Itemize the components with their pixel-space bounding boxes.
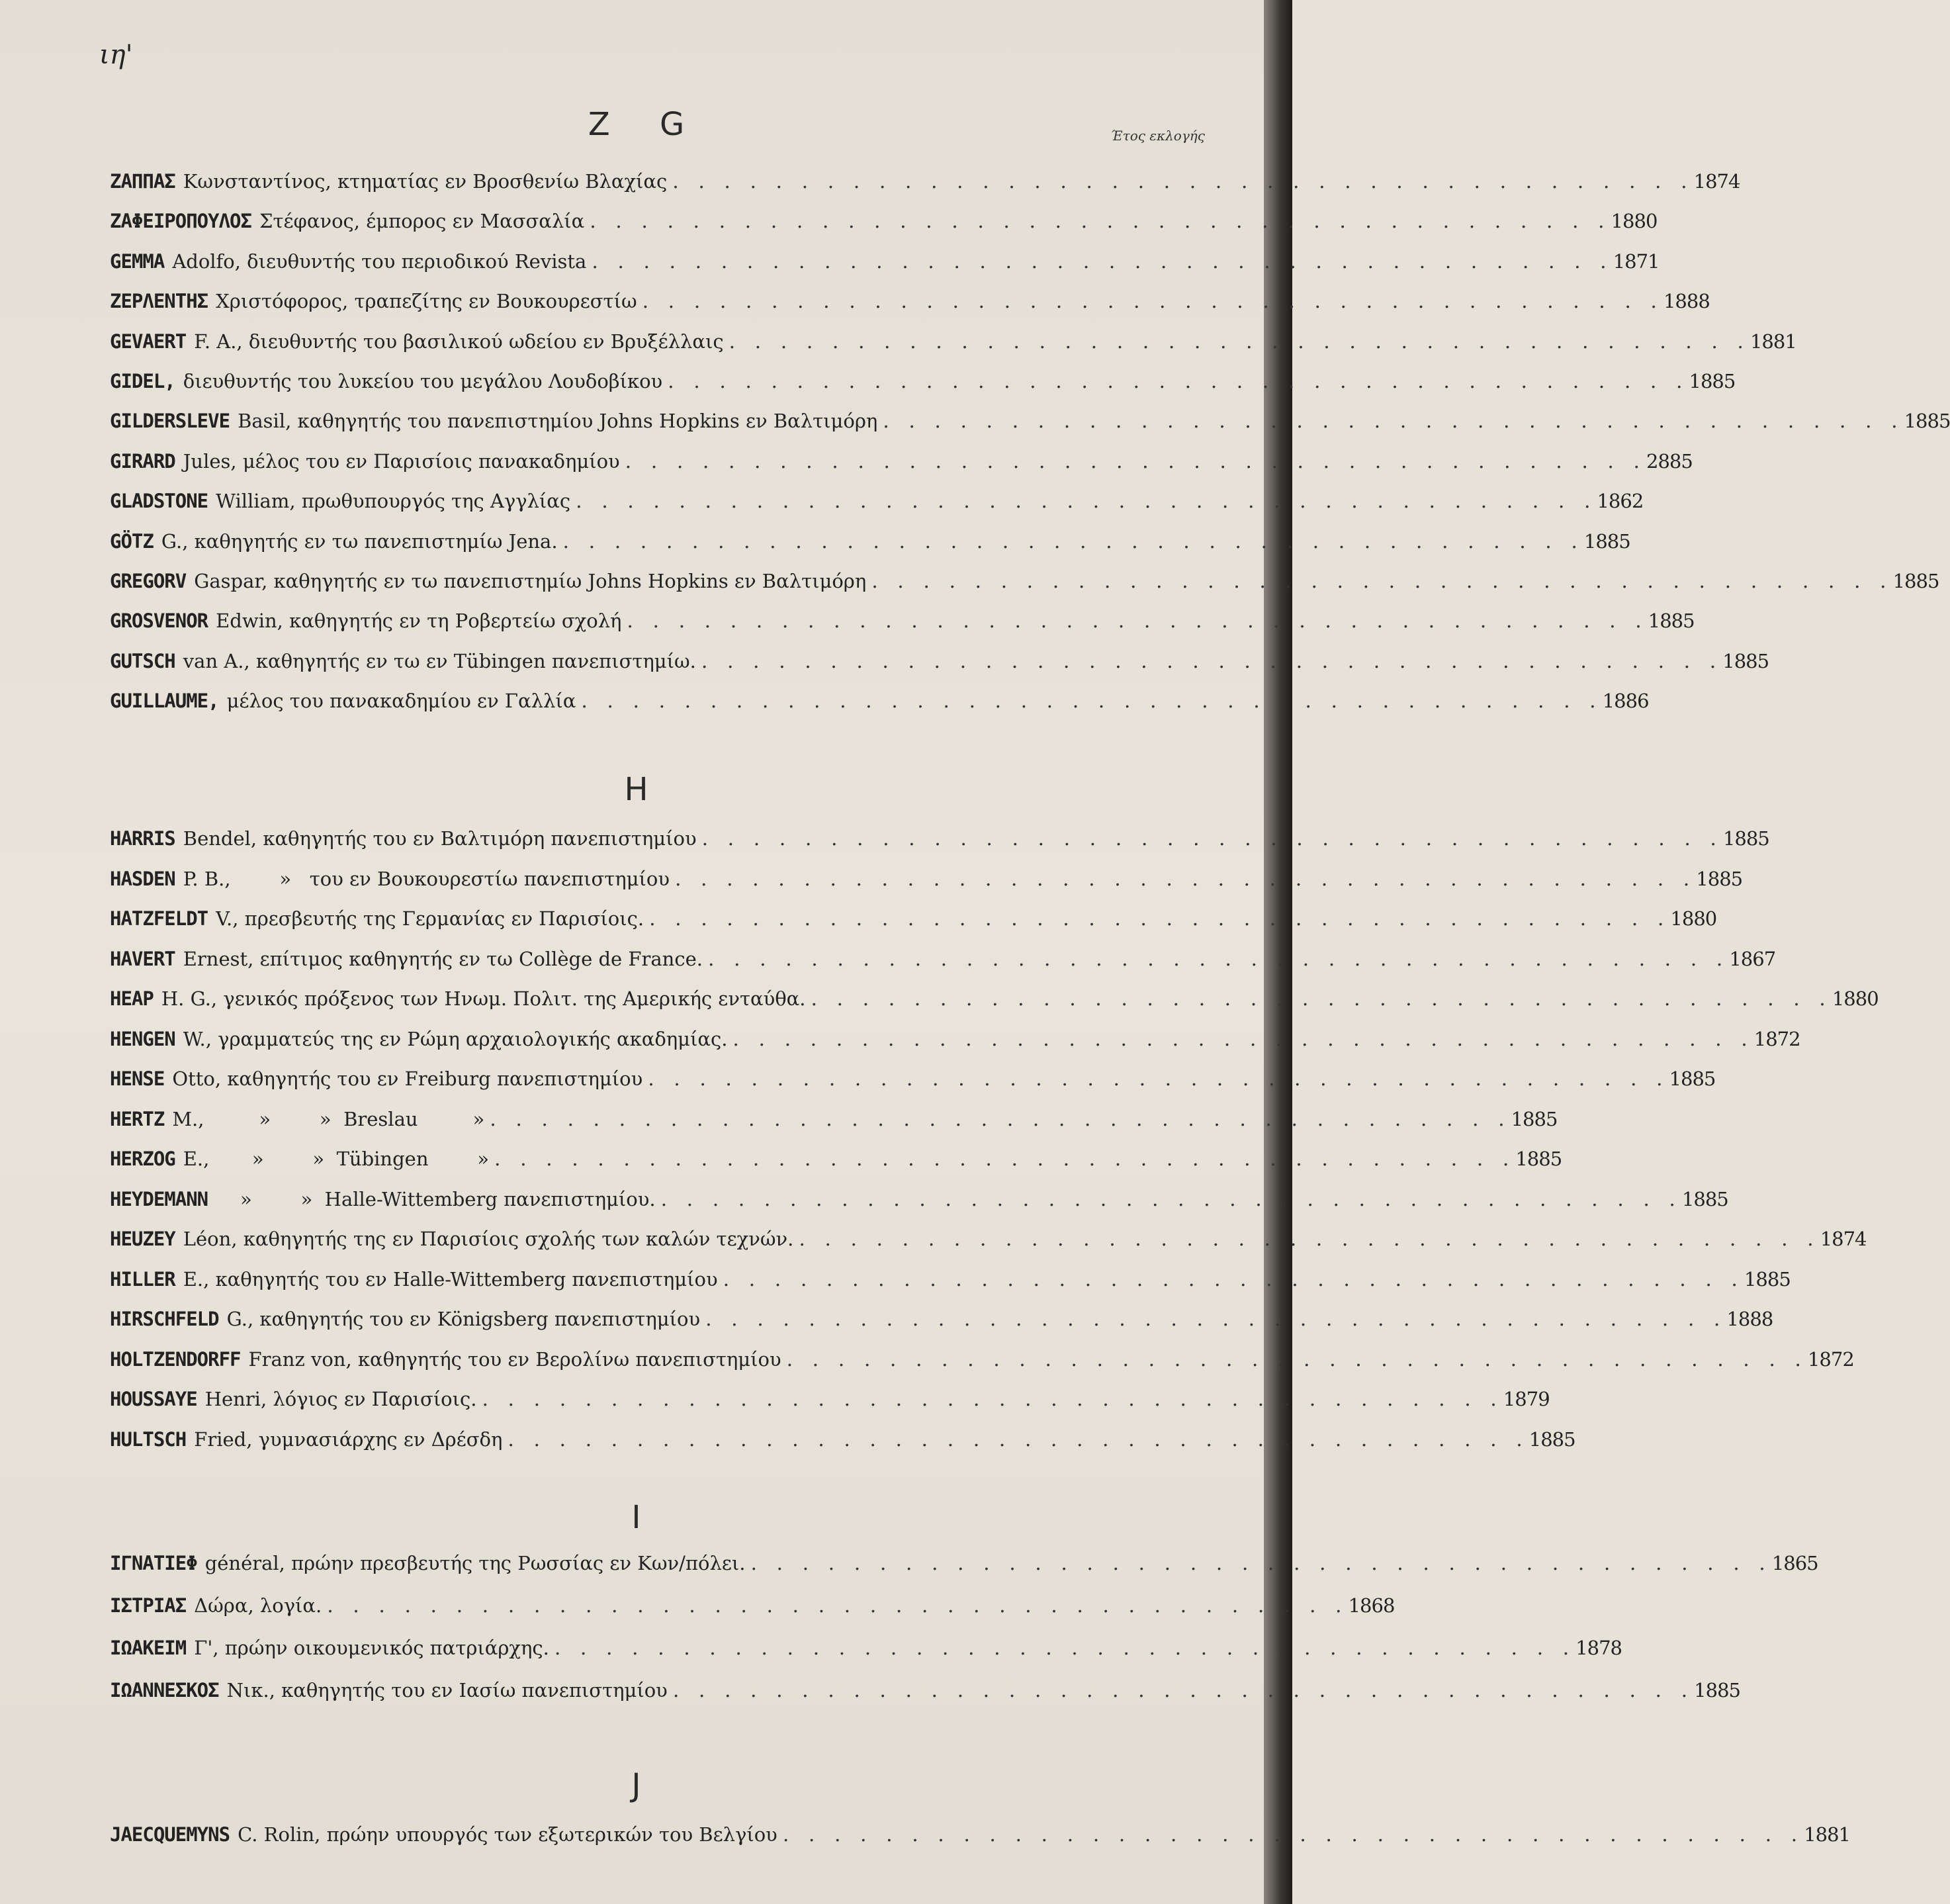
entry-description: Στέφανος, έμπορος εν Μασσαλία (259, 210, 585, 233)
entry-description: général, πρώην πρεσβευτής της Ρωσσίας εν Κων/πόλει. (204, 1552, 746, 1574)
list-item (110, 1428, 1575, 1465)
entry-description: van A., καθηγητής εν τω εν Tübingen πανεπιστημίω. (183, 649, 696, 672)
dot-leader: . . . . . . . . . . . . . . . . . . . . . . . . . . . . . . . . . . . . . . . . (782, 1823, 1804, 1846)
entry-surname: HEUZEY (110, 1228, 175, 1250)
entry-surname: ΙΩΑΝΝΕΣΚΟΣ (110, 1679, 219, 1701)
entry-description: Gaspar, καθηγητής εν τω πανεπιστημίω Johns Hopkins εν Βαλτιμόρη (194, 570, 867, 592)
entry-surname: HIRSCHFELD (110, 1308, 219, 1330)
entry-year: 1881 (1750, 330, 1796, 353)
entry-description: E., καθηγητής του εν Halle-Wittemberg πανεπιστημίου (183, 1267, 718, 1291)
list-item (110, 1107, 1558, 1145)
dot-leader: . . . . . . . . . . . . . . . . . . . . . . . . . . . . . . . . . . . . . . . . (327, 1594, 1349, 1617)
entry-year: 1874 (1693, 170, 1740, 193)
entry-year: 1885 (1904, 410, 1950, 433)
entry-year: 1885 (1583, 529, 1630, 553)
section-letter-i: I (631, 1499, 661, 1536)
list-item (110, 249, 1660, 287)
entry-description: C. Rolin, πρώην υπουργός των εξωτερικών του Βελγίου (238, 1823, 777, 1846)
dot-leader: . . . . . . . . . . . . . . . . . . . . . . . . . . . . . . . . . . . . . . . . (672, 170, 1694, 193)
entry-surname: HENSE (110, 1067, 165, 1090)
dot-leader: . . . . . . . . . . . . . . . . . . . . . . . . . . . . . . . . . . . . . . . . (576, 490, 1597, 514)
entry-year: 1886 (1602, 690, 1649, 713)
dot-leader: . . . . . . . . . . . . . . . . . . . . . . . . . . . . . . . . . . . . . . . . (799, 1228, 1820, 1251)
dot-leader: . . . . . . . . . . . . . . . . . . . . . . . . . . . . . . . . . . . . . . . . (592, 249, 1613, 273)
list-item (110, 1823, 1850, 1860)
entry-surname: HERTZ (110, 1107, 165, 1130)
list-item (110, 1027, 1800, 1065)
entry-year: 1885 (1694, 1679, 1740, 1701)
entry-surname: HASDEN (110, 867, 175, 890)
entry-surname: GIDEL, (110, 370, 175, 392)
entry-surname: GEMMA (110, 249, 165, 273)
entry-year: 1888 (1663, 290, 1710, 313)
entry-year: 1885 (1744, 1267, 1791, 1291)
list-item (110, 1228, 1867, 1265)
entry-year: 1865 (1771, 1552, 1818, 1574)
dot-leader: . . . . . . . . . . . . . . . . . . . . . . . . . . . . . . . . . . . . . . . . (786, 1347, 1808, 1371)
list-item (110, 947, 1776, 985)
entry-year: 1885 (1689, 370, 1736, 392)
list-item (110, 987, 1879, 1024)
list-item (110, 1308, 1773, 1345)
entry-description: Basil, καθηγητής του πανεπιστημίου Johns Hopkins εν Βαλτιμόρη (238, 410, 878, 433)
entry-description: Jules, μέλος του εν Παρισίοις πανακαδημίου (183, 449, 620, 473)
dot-leader: . . . . . . . . . . . . . . . . . . . . . . . . . . . . . . . . . . . . . . . . (627, 610, 1648, 633)
list-item (110, 610, 1695, 647)
dot-leader: . . . . . . . . . . . . . . . . . . . . . . . . . . . . . . . . . . . . . . . . (750, 1552, 1772, 1575)
entry-surname: JAECQUEMYNS (110, 1823, 230, 1846)
entry-surname: ΙΣΤΡΙΑΣ (110, 1594, 187, 1617)
entry-year: 1885 (1696, 867, 1743, 890)
entry-description: διευθυντής του λυκείου του μεγάλου Λουδοβίκου (183, 370, 663, 392)
dot-leader: . . . . . . . . . . . . . . . . . . . . . . . . . . . . . . . . . . . . . . . . (705, 1308, 1727, 1331)
section-letter-zg: Z G (588, 106, 705, 143)
dot-leader: . . . . . . . . . . . . . . . . . . . . . . . . . . . . . . . . . . . . . . . . (482, 1388, 1503, 1411)
entry-surname: HEYDEMANN (110, 1187, 208, 1210)
list-item (110, 370, 1736, 407)
dot-leader: . . . . . . . . . . . . . . . . . . . . . . . . . . . . . . . . . . . . . . . . (490, 1107, 1511, 1131)
entry-description: W., γραμματεύς της εν Ρώμη αρχαιολογικής ακαδημίας. (183, 1027, 728, 1050)
entry-description: Franz von, καθηγητής του εν Βερολίνω πανεπιστημίου (248, 1347, 781, 1371)
list-item (110, 907, 1717, 944)
entry-year: 1867 (1729, 947, 1776, 970)
entry-description: Henri, λόγιος εν Παρισίοις. (204, 1388, 477, 1410)
entry-year: 1881 (1804, 1823, 1850, 1846)
entry-description: Γ', πρώην οικουμενικός πατριάρχης. (194, 1637, 549, 1659)
section-letter-j: J (631, 1767, 661, 1804)
dot-leader: . . . . . . . . . . . . . . . . . . . . . . . . . . . . . . . . . . . . . . . . (732, 1027, 1754, 1051)
dot-leader: . . . . . . . . . . . . . . . . . . . . . . . . . . . . . . . . . . . . . . . . (581, 690, 1603, 713)
list-item (110, 827, 1769, 864)
dot-leader: . . . . . . . . . . . . . . . . . . . . . . . . . . . . . . . . . . . . . . . . (562, 529, 1584, 553)
entry-surname: HENGEN (110, 1027, 175, 1050)
entry-surname: GUILLAUME, (110, 690, 219, 713)
dot-leader: . . . . . . . . . . . . . . . . . . . . . . . . . . . . . . . . . . . . . . . . (668, 370, 1689, 393)
entry-year: 1885 (1722, 827, 1769, 850)
entry-year: 1885 (1681, 1187, 1728, 1210)
entry-description: H. G., γενικός πρόξενος των Ηνωμ. Πολιτ. της Αμερικής ενταύθα. (161, 987, 806, 1010)
entry-surname: GROSVENOR (110, 610, 208, 633)
entry-surname: HEAP (110, 987, 154, 1010)
list-item (110, 1594, 1395, 1631)
entry-year: 1872 (1807, 1347, 1854, 1371)
dot-leader: . . . . . . . . . . . . . . . . . . . . . . . . . . . . . . . . . . . . . . . . (811, 987, 1832, 1011)
dot-leader: . . . . . . . . . . . . . . . . . . . . . . . . . . . . . . . . . . . . . . . . (648, 1067, 1669, 1091)
entry-year: 1874 (1820, 1228, 1867, 1250)
entry-year: 1885 (1722, 649, 1769, 672)
entry-surname: GREGORV (110, 570, 187, 592)
entry-description: » » Halle-Wittemberg πανεπιστημίου. (216, 1187, 656, 1210)
entry-surname: HOUSSAYE (110, 1388, 197, 1410)
entry-surname: HULTSCH (110, 1428, 187, 1451)
list-item (110, 330, 1796, 367)
entry-surname: HAVERT (110, 947, 175, 970)
list-item (110, 1187, 1728, 1225)
list-item (110, 1347, 1854, 1385)
dot-leader: . . . . . . . . . . . . . . . . . . . . . . . . . . . . . . . . . . . . . . . . (590, 210, 1611, 234)
entry-surname: ΙΩΑΚΕΙΜ (110, 1637, 187, 1659)
entry-surname: HARRIS (110, 827, 175, 850)
entry-description: Ernest, επίτιμος καθηγητής εν τω Collège de France. (183, 947, 703, 970)
entry-surname: GILDERSLEVE (110, 410, 230, 433)
entry-description: G., καθηγητής του εν Königsberg πανεπιστημίου (226, 1308, 701, 1330)
entry-year: 1862 (1597, 490, 1644, 513)
entry-year: 1880 (1832, 987, 1879, 1010)
year-column-header: Έτος εκλογής (1110, 128, 1205, 144)
entry-surname: ΖΑΠΠΑΣ (110, 170, 175, 193)
entry-year: 1880 (1611, 210, 1658, 233)
dot-leader: . . . . . . . . . . . . . . . . . . . . . . . . . . . . . . . . . . . . . . . . (723, 1267, 1744, 1291)
entry-description: Léon, καθηγητής της εν Παρισίοις σχολής των καλών τεχνών. (183, 1228, 794, 1250)
entry-surname: ΖΕΡΛΕΝΤΗΣ (110, 290, 208, 313)
list-item (110, 490, 1644, 527)
list-item (110, 449, 1693, 487)
list-item (110, 649, 1769, 687)
entry-surname: GÖTZ (110, 529, 154, 553)
dot-leader: . . . . . . . . . . . . . . . . . . . . . . . . . . . . . . . . . . . . . . . . (660, 1187, 1682, 1211)
dot-leader: . . . . . . . . . . . . . . . . . . . . . . . . . . . . . . . . . . . . . . . . (707, 947, 1730, 971)
entry-year: 2885 (1646, 449, 1693, 473)
entry-surname: GUTSCH (110, 649, 175, 672)
entry-description: William, πρωθυπουργός της Αγγλίας (216, 490, 571, 513)
list-item (110, 1067, 1716, 1105)
list-item (110, 410, 1950, 447)
list-item (110, 210, 1658, 247)
dot-leader: . . . . . . . . . . . . . . . . . . . . . . . . . . . . . . . . . . . . . . . . (508, 1428, 1529, 1451)
entry-description: Edwin, καθηγητής εν τη Ροβερτείω σχολή (216, 610, 622, 633)
entry-year: 1868 (1348, 1594, 1395, 1617)
entry-description: G., καθηγητής εν τω πανεπιστημίω Jena. (161, 529, 558, 553)
entry-surname: GIRARD (110, 449, 175, 473)
dot-leader: . . . . . . . . . . . . . . . . . . . . . . . . . . . . . . . . . . . . . . . . (554, 1637, 1576, 1660)
dot-leader: . . . . . . . . . . . . . . . . . . . . . . . . . . . . . . . . . . . . . . . . (642, 290, 1663, 314)
entry-year: 1885 (1892, 570, 1939, 592)
entry-description: Fried, γυμνασιάρχης εν Δρέσδη (194, 1428, 503, 1451)
entry-description: Adolfo, διευθυντής του περιοδικού Revista (172, 249, 587, 273)
entry-surname: HILLER (110, 1267, 175, 1291)
entry-surname: HOLTZENDORFF (110, 1347, 241, 1371)
entry-year: 1885 (1648, 610, 1695, 633)
list-item (110, 867, 1743, 905)
entry-year: 1871 (1613, 249, 1660, 273)
list-item (110, 170, 1740, 207)
dot-leader: . . . . . . . . . . . . . . . . . . . . . . . . . . . . . . . . . . . . . . . . (674, 867, 1697, 891)
entry-description: Νικ., καθηγητής του εν Ιασίω πανεπιστημίου (226, 1679, 668, 1701)
dot-leader: . . . . . . . . . . . . . . . . . . . . . . . . . . . . . . . . . . . . . . . . (729, 330, 1750, 353)
page-number: ιη' (99, 40, 133, 70)
list-item (110, 570, 1939, 607)
entry-surname: ΙΓΝΑΤΙΕΦ (110, 1552, 197, 1574)
entry-year: 1885 (1511, 1107, 1558, 1130)
entry-year: 1880 (1670, 907, 1717, 930)
entry-description: E., » » Tübingen » (183, 1148, 489, 1170)
entry-description: Otto, καθηγητής του εν Freiburg πανεπιστημίου (172, 1067, 643, 1090)
entry-year: 1879 (1503, 1388, 1550, 1410)
dot-leader: . . . . . . . . . . . . . . . . . . . . . . . . . . . . . . . . . . . . . . . . (701, 827, 1723, 850)
entry-surname: HATZFELDT (110, 907, 208, 930)
list-item (110, 290, 1710, 327)
list-item (110, 690, 1649, 727)
list-item (110, 1552, 1818, 1589)
entry-year: 1885 (1669, 1067, 1716, 1090)
entry-description: V., πρεσβευτής της Γερμανίας εν Παρισίοις. (216, 907, 644, 930)
section-letter-h: H (624, 771, 668, 808)
entry-year: 1872 (1753, 1027, 1800, 1050)
entry-surname: GLADSTONE (110, 490, 208, 513)
entry-surname: ΖΑΦΕΙΡΟΠΟΥΛΟΣ (110, 210, 251, 233)
entry-year: 1885 (1529, 1428, 1575, 1451)
entry-description: Δώρα, λογία. (194, 1594, 322, 1617)
entry-year: 1878 (1575, 1637, 1622, 1659)
entry-description: F. A., διευθυντής του βασιλικού ωδείου εν Βρυξέλλαις (194, 330, 724, 353)
entry-surname: HERZOG (110, 1148, 175, 1170)
entry-description: P. B., » του εν Βουκουρεστίω πανεπιστημίου (183, 867, 670, 890)
dot-leader: . . . . . . . . . . . . . . . . . . . . . . . . . . . . . . . . . . . . . . . . (625, 449, 1647, 473)
list-item (110, 1148, 1562, 1185)
entry-year: 1888 (1726, 1308, 1773, 1330)
list-item (110, 529, 1630, 567)
list-item (110, 1267, 1791, 1305)
entry-year: 1885 (1515, 1148, 1562, 1170)
dot-leader: . . . . . . . . . . . . . . . . . . . . . . . . . . . . . . . . . . . . . . . . (871, 570, 1893, 593)
dot-leader: . . . . . . . . . . . . . . . . . . . . . . . . . . . . . . . . . . . . . . . . (883, 410, 1904, 433)
list-item (110, 1388, 1550, 1425)
dot-leader: . . . . . . . . . . . . . . . . . . . . . . . . . . . . . . . . . . . . . . . . (494, 1148, 1516, 1171)
entry-description: μέλος του πανακαδημίου εν Γαλλία (226, 690, 576, 713)
entry-description: Κωνσταντίνος, κτηματίας εν Βροσθενίω Βλαχίας (183, 170, 668, 193)
entry-description: Χριστόφορος, τραπεζίτης εν Βουκουρεστίω (216, 290, 637, 313)
entry-description: M., » » Breslau » (172, 1107, 485, 1130)
dot-leader: . . . . . . . . . . . . . . . . . . . . . . . . . . . . . . . . . . . . . . . . (672, 1679, 1695, 1702)
list-item (110, 1637, 1622, 1674)
entry-description: Bendel, καθηγητής του εν Βαλτιμόρη πανεπιστημίου (183, 827, 697, 850)
entry-surname: GEVAERT (110, 330, 187, 353)
list-item (110, 1679, 1740, 1716)
dot-leader: . . . . . . . . . . . . . . . . . . . . . . . . . . . . . . . . . . . . . . . . (701, 649, 1723, 673)
dot-leader: . . . . . . . . . . . . . . . . . . . . . . . . . . . . . . . . . . . . . . . . (649, 907, 1671, 930)
